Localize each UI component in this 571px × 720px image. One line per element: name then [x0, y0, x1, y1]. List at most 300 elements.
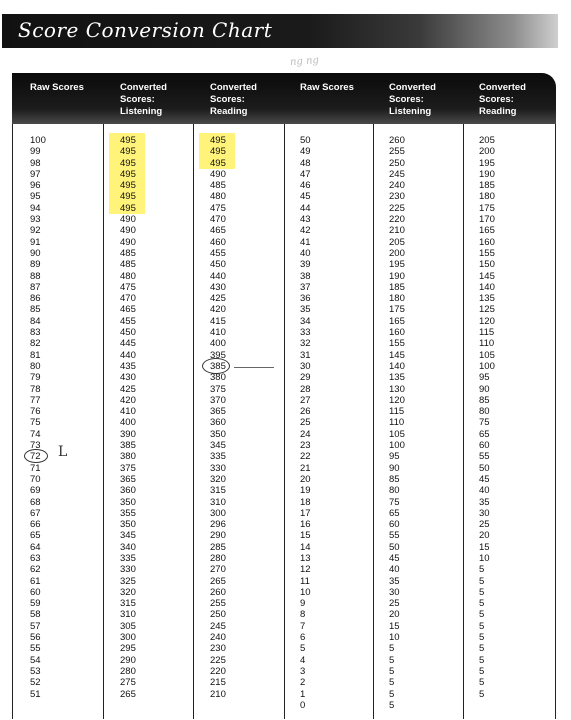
table-cell: 61	[30, 575, 41, 587]
table-cell: 30	[300, 360, 311, 372]
table-cell: 370	[210, 394, 226, 406]
table-cell: 495	[120, 180, 136, 192]
table-cell: 205	[389, 236, 405, 248]
column-divider	[193, 124, 194, 719]
table-cell: 86	[30, 293, 41, 305]
table-cell: 270	[210, 564, 226, 576]
table-cell: 94	[30, 202, 41, 214]
table-cell: 200	[479, 146, 495, 158]
table-cell: 155	[389, 338, 405, 350]
table-cell: 240	[389, 180, 405, 192]
table-cell: 240	[210, 632, 226, 644]
column-divider	[284, 124, 285, 719]
table-cell: 105	[479, 349, 495, 361]
table-cell: 165	[389, 315, 405, 327]
table-cell: 83	[30, 327, 41, 339]
table-cell: 275	[120, 677, 136, 689]
table-cell: 52	[30, 677, 41, 689]
header-listening-left: Converted Scores: Listening	[120, 82, 167, 117]
table-cell: 220	[210, 665, 226, 677]
table-cell: 5	[479, 609, 485, 621]
table-cell: 93	[30, 214, 41, 226]
table-cell: 330	[120, 564, 136, 576]
table-cell: 39	[300, 259, 311, 271]
table-cell: 375	[120, 462, 136, 474]
table-cell: 9	[300, 598, 306, 610]
table-cell: 205	[479, 135, 495, 146]
table-cell: 80	[30, 360, 41, 372]
table-cell: 410	[210, 327, 226, 339]
table-cell: 5	[479, 643, 485, 655]
table-cell: 8	[300, 609, 306, 621]
table-cell: 60	[479, 440, 490, 452]
table-cell: 67	[30, 507, 41, 519]
table-cell: 305	[120, 620, 136, 632]
table-cell: 4	[300, 654, 306, 666]
table-cell: 320	[210, 473, 226, 485]
table-cell: 74	[30, 428, 41, 440]
table-cell: 5	[479, 688, 485, 700]
table-cell: 57	[30, 620, 41, 632]
table-cell: 355	[120, 507, 136, 519]
table-cell: 23	[300, 440, 311, 452]
table-cell: 80	[479, 406, 490, 418]
table-cell: 425	[210, 293, 226, 305]
right-raw-scores-column	[300, 135, 311, 711]
table-cell: 31	[300, 349, 311, 361]
table-cell: 56	[30, 632, 41, 644]
table-cell: 21	[300, 462, 311, 474]
table-cell: 115	[389, 406, 405, 418]
table-cell: 20	[479, 530, 490, 542]
table-cell: 470	[120, 293, 136, 305]
table-cell: 47	[300, 168, 311, 180]
table-cell: 55	[30, 643, 41, 655]
table-cell: 5	[479, 575, 485, 587]
table-cell: 35	[300, 304, 311, 316]
table-cell: 73	[30, 440, 41, 452]
header-reading-left: Converted Scores: Reading	[210, 82, 257, 117]
table-cell: 280	[210, 552, 226, 564]
table-cell: 320	[120, 586, 136, 598]
table-cell: 77	[30, 394, 41, 406]
header-raw-scores-right: Raw Scores	[300, 82, 354, 93]
table-cell: 385	[120, 440, 136, 452]
table-cell: 14	[300, 541, 311, 553]
table-cell: 99	[30, 146, 41, 158]
table-cell: 350	[120, 519, 136, 531]
table-cell: 28	[300, 383, 311, 395]
table-cell: 185	[479, 180, 495, 192]
left-raw-scores-column	[30, 135, 46, 700]
right-listening-column	[389, 135, 405, 711]
table-cell: 75	[479, 417, 490, 429]
table-cell: 5	[479, 665, 485, 677]
table-cell: 78	[30, 383, 41, 395]
table-cell: 495	[120, 168, 136, 180]
table-cell: 245	[389, 168, 405, 180]
table-cell: 430	[120, 372, 136, 384]
table-cell: 245	[210, 620, 226, 632]
table-cell: 285	[210, 541, 226, 553]
table-cell: 155	[479, 247, 495, 259]
table-cell: 37	[300, 281, 311, 293]
table-cell: 445	[120, 338, 136, 350]
table-cell: 360	[210, 417, 226, 429]
table-cell: 85	[479, 394, 490, 406]
table-cell: 335	[210, 451, 226, 463]
table-cell: 380	[210, 372, 226, 384]
table-cell: 325	[120, 575, 136, 587]
table-cell: 7	[300, 620, 306, 632]
table-cell: 290	[120, 654, 136, 666]
table-cell: 75	[389, 496, 400, 508]
table-cell: 68	[30, 496, 41, 508]
table-cell: 36	[300, 293, 311, 305]
table-cell: 225	[389, 202, 405, 214]
table-cell: 69	[30, 485, 41, 497]
table-cell: 48	[300, 157, 311, 169]
table-cell: 70	[30, 473, 41, 485]
table-cell: 46	[300, 180, 311, 192]
table-cell: 5	[479, 586, 485, 598]
table-cell: 375	[210, 383, 226, 395]
table-cell: 440	[120, 349, 136, 361]
table-cell: 55	[479, 451, 490, 463]
left-reading-column	[210, 135, 226, 700]
table-cell	[479, 700, 495, 711]
table-cell: 95	[479, 372, 490, 384]
table-cell: 455	[210, 247, 226, 259]
table-cell: 365	[210, 406, 226, 418]
table-cell: 255	[389, 146, 405, 158]
table-cell: 65	[30, 530, 41, 542]
table-cell: 230	[210, 643, 226, 655]
table-cell: 29	[300, 372, 311, 384]
table-cell: 495	[120, 191, 136, 203]
table-cell: 25	[479, 519, 490, 531]
table-cell: 455	[120, 315, 136, 327]
table-cell: 26	[300, 406, 311, 418]
table-cell: 490	[120, 236, 136, 248]
table-cell: 3	[300, 665, 306, 677]
table-cell: 12	[300, 564, 311, 576]
table-cell: 250	[389, 157, 405, 169]
column-divider	[373, 124, 374, 719]
table-cell: 5	[389, 654, 395, 666]
table-cell: 79	[30, 372, 41, 384]
table-cell: 315	[210, 485, 226, 497]
table-cell: 45	[300, 191, 311, 203]
table-cell: 360	[120, 485, 136, 497]
table-cell: 100	[389, 440, 405, 452]
table-cell: 485	[210, 180, 226, 192]
table-cell: 20	[300, 473, 311, 485]
table-cell: 96	[30, 180, 41, 192]
table-cell: 300	[210, 507, 226, 519]
table-cell: 44	[300, 202, 311, 214]
table-cell: 89	[30, 259, 41, 271]
table-cell: 230	[389, 191, 405, 203]
table-cell: 160	[389, 327, 405, 339]
table-cell: 34	[300, 315, 311, 327]
table-cell: 315	[120, 598, 136, 610]
right-reading-column	[479, 135, 495, 711]
table-cell: 475	[210, 202, 226, 214]
table-cell: 165	[479, 225, 495, 237]
table-cell: 76	[30, 406, 41, 418]
table-cell: 19	[300, 485, 311, 497]
table-cell: 65	[389, 507, 400, 519]
table-cell: 42	[300, 225, 311, 237]
table-cell: 16	[300, 519, 311, 531]
table-cell: 340	[120, 541, 136, 553]
table-cell: 60	[30, 586, 41, 598]
table-cell: 125	[479, 304, 495, 316]
table-cell: 53	[30, 665, 41, 677]
table-cell: 490	[120, 225, 136, 237]
table-cell: 35	[389, 575, 400, 587]
table-cell: 480	[210, 191, 226, 203]
header-reading-right: Converted Scores: Reading	[479, 82, 526, 117]
title-bar	[2, 14, 558, 48]
table-cell: 2	[300, 677, 306, 689]
table-cell: 55	[389, 530, 400, 542]
table-cell: 495	[210, 157, 226, 169]
handwritten-note: ng ng	[289, 55, 320, 68]
table-cell: 160	[479, 236, 495, 248]
table-cell: 215	[210, 677, 226, 689]
table-cell: 5	[300, 643, 306, 655]
table-cell: 415	[210, 315, 226, 327]
table-cell: 190	[389, 270, 405, 282]
table-cell: 120	[389, 394, 405, 406]
table-cell: 395	[210, 349, 226, 361]
table-cell: 5	[479, 564, 485, 576]
table-cell: 90	[389, 462, 400, 474]
page-title: Score Conversion Chart	[18, 18, 273, 42]
table-cell: 50	[300, 135, 311, 146]
table-cell: 30	[389, 586, 400, 598]
table-cell: 65	[479, 428, 490, 440]
table-cell: 410	[120, 406, 136, 418]
table-cell: 95	[30, 191, 41, 203]
table-cell: 115	[479, 327, 495, 339]
pen-mark-l: L	[58, 444, 68, 460]
table-cell: 140	[389, 360, 405, 372]
table-cell: 45	[479, 473, 490, 485]
table-cell: 280	[120, 665, 136, 677]
table-cell: 450	[210, 259, 226, 271]
table-cell: 87	[30, 281, 41, 293]
table-cell: 40	[479, 485, 490, 497]
table-cell: 85	[30, 304, 41, 316]
table-cell: 430	[210, 281, 226, 293]
table-cell: 145	[479, 270, 495, 282]
table-cell: 480	[120, 270, 136, 282]
table-cell: 66	[30, 519, 41, 531]
table-cell: 440	[210, 270, 226, 282]
table-cell: 30	[479, 507, 490, 519]
table-cell: 420	[120, 394, 136, 406]
table-cell: 465	[210, 225, 226, 237]
table-cell: 110	[389, 417, 405, 429]
table-cell: 95	[389, 451, 400, 463]
table-cell: 81	[30, 349, 41, 361]
table-cell: 350	[210, 428, 226, 440]
table-cell: 130	[389, 383, 405, 395]
table-cell: 295	[120, 643, 136, 655]
column-divider	[555, 124, 556, 719]
table-cell: 5	[479, 620, 485, 632]
table-cell: 110	[479, 338, 495, 350]
table-cell: 25	[389, 598, 400, 610]
table-cell: 435	[120, 360, 136, 372]
table-cell: 105	[389, 428, 405, 440]
table-cell: 260	[210, 586, 226, 598]
table-cell: 5	[389, 643, 395, 655]
table-cell: 485	[120, 247, 136, 259]
table-cell: 51	[30, 688, 41, 700]
table-cell: 45	[389, 552, 400, 564]
table-cell: 72	[30, 451, 41, 463]
table-cell: 22	[300, 451, 311, 463]
table-cell: 425	[120, 383, 136, 395]
table-cell: 60	[389, 519, 400, 531]
table-cell: 300	[120, 632, 136, 644]
table-cell: 200	[389, 247, 405, 259]
table-cell: 25	[300, 417, 311, 429]
table-cell: 13	[300, 552, 311, 564]
table-cell: 71	[30, 462, 41, 474]
table-cell: 345	[210, 440, 226, 452]
table-cell: 175	[389, 304, 405, 316]
table-cell: 400	[210, 338, 226, 350]
table-cell: 1	[300, 688, 306, 700]
table-cell: 250	[210, 609, 226, 621]
table-cell: 310	[210, 496, 226, 508]
table-cell: 465	[120, 304, 136, 316]
table-cell: 495	[210, 146, 226, 158]
table-cell: 84	[30, 315, 41, 327]
table-cell: 495	[120, 202, 136, 214]
table-cell: 296	[210, 519, 226, 531]
table-cell: 255	[210, 598, 226, 610]
table-cell: 5	[479, 598, 485, 610]
table-cell: 175	[479, 202, 495, 214]
table-cell: 335	[120, 552, 136, 564]
table-cell: 75	[30, 417, 41, 429]
table-cell: 495	[210, 135, 226, 146]
table-cell: 15	[389, 620, 400, 632]
table-cell: 420	[210, 304, 226, 316]
column-divider	[463, 124, 464, 719]
table-cell: 10	[389, 632, 400, 644]
table-cell: 41	[300, 236, 311, 248]
table-cell: 485	[120, 259, 136, 271]
table-cell: 80	[389, 485, 400, 497]
table-cell: 345	[120, 530, 136, 542]
table-cell: 5	[389, 688, 395, 700]
table-cell: 6	[300, 632, 306, 644]
table-cell: 85	[389, 473, 400, 485]
table-cell: 210	[210, 688, 226, 700]
table-cell: 62	[30, 564, 41, 576]
table-cell: 265	[210, 575, 226, 587]
table-cell: 180	[389, 293, 405, 305]
table-cell: 63	[30, 552, 41, 564]
table-cell: 98	[30, 157, 41, 169]
pen-circle-72	[24, 449, 48, 463]
table-cell: 15	[479, 541, 490, 553]
table-cell: 59	[30, 598, 41, 610]
table-cell: 100	[30, 135, 46, 146]
table-cell: 5	[389, 677, 395, 689]
table-cell: 10	[479, 552, 490, 564]
table-cell: 385	[210, 360, 226, 372]
pen-dash	[234, 367, 274, 368]
table-cell: 390	[120, 428, 136, 440]
table-cell: 91	[30, 236, 41, 248]
pen-circle-385	[202, 358, 230, 374]
table-cell: 33	[300, 327, 311, 339]
table-cell: 40	[389, 564, 400, 576]
table-cell: 195	[389, 259, 405, 271]
table-cell: 120	[479, 315, 495, 327]
table-cell: 5	[479, 677, 485, 689]
table-cell: 5	[389, 699, 395, 711]
table-cell: 350	[120, 496, 136, 508]
score-table	[12, 73, 556, 719]
table-cell: 290	[210, 530, 226, 542]
table-cell: 365	[120, 473, 136, 485]
table-cell: 495	[120, 146, 136, 158]
table-cell: 220	[389, 214, 405, 226]
table-cell: 5	[389, 665, 395, 677]
table-cell: 265	[120, 688, 136, 700]
table-cell: 18	[300, 496, 311, 508]
table-cell: 10	[300, 586, 311, 598]
table-cell: 27	[300, 394, 311, 406]
table-cell: 135	[389, 372, 405, 384]
table-cell: 82	[30, 338, 41, 350]
table-cell: 380	[120, 451, 136, 463]
table-cell: 150	[479, 259, 495, 271]
table-cell: 97	[30, 168, 41, 180]
left-listening-column	[120, 135, 136, 700]
table-cell: 58	[30, 609, 41, 621]
column-divider	[103, 124, 104, 719]
table-cell: 50	[479, 462, 490, 474]
table-header	[12, 73, 556, 124]
table-cell: 35	[479, 496, 490, 508]
table-cell: 190	[479, 168, 495, 180]
table-cell: 495	[120, 157, 136, 169]
table-cell: 92	[30, 225, 41, 237]
table-cell: 490	[210, 168, 226, 180]
table-cell: 195	[479, 157, 495, 169]
table-cell: 20	[389, 609, 400, 621]
table-cell: 490	[120, 214, 136, 226]
table-cell: 185	[389, 281, 405, 293]
table-cell: 43	[300, 214, 311, 226]
table-cell: 32	[300, 338, 311, 350]
table-cell: 24	[300, 428, 311, 440]
table-cell: 90	[30, 247, 41, 259]
table-cell: 310	[120, 609, 136, 621]
table-cell: 11	[300, 575, 310, 587]
table-cell: 15	[300, 530, 311, 542]
